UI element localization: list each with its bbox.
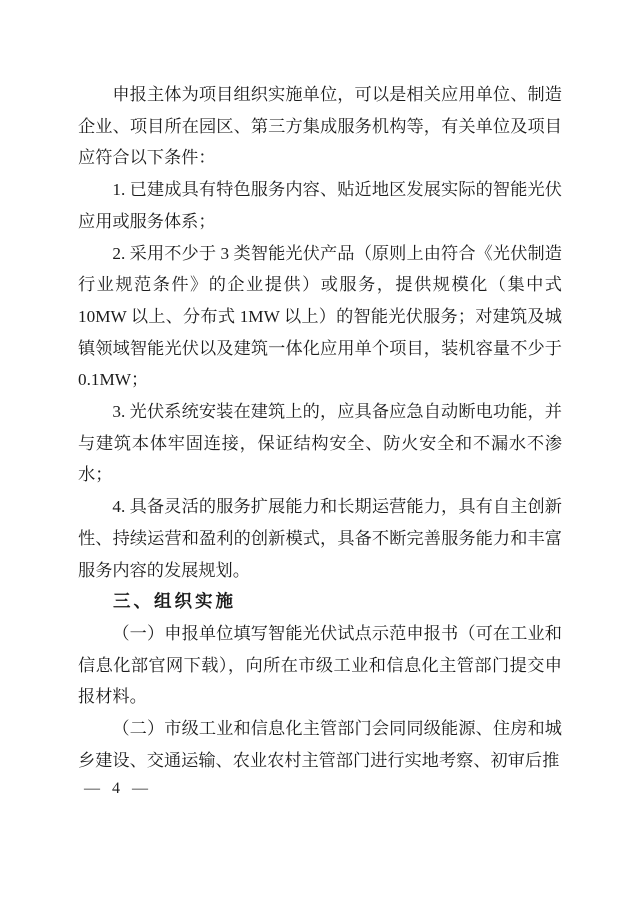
paragraph-condition-4: 4. 具备灵活的服务扩展能力和长期运营能力，具有自主创新性、持续运营和盈利的创新模式，具备不断完善服务能力和丰富服务内容的发展规划。 [78,497,562,580]
document-body [78,79,562,776]
paragraph-step-2: （二）市级工业和信息化主管部门会同同级能源、住房和城乡建设、交通运输、农业农村主管部门进行实地考察、初审后推 [78,719,562,770]
paragraph-step-1: （一）申报单位填写智能光伏试点示范申报书（可在工业和信息化部官网下载），向所在市级工业和信息化主管部门提交申报材料。 [78,623,562,707]
paragraph-condition-2: 2. 采用不少于 3 类智能光伏产品（原则上由符合《光伏制造行业规范条件》的企业提供）或服务，提供规模化（集中式10MW 以上、分布式 1MW 以上）的智能光伏服务；对建筑及城镇领域智能光伏以及建筑一体化应用单个项目，装机容量不少于0.1MW； [78,243,562,390]
paragraph-condition-3: 3. 光伏系统安装在建筑上的，应具备应急自动断电功能，并与建筑本体牢固连接，保证结构安全、防火安全和不漏水不渗水； [78,402,562,485]
paragraph-intro: 申报主体为项目组织实施单位，可以是相关应用单位、制造企业、项目所在园区、第三方集成服务机构等，有关单位及项目应符合以下条件： [78,85,562,168]
section-heading-organization: 三、组织实施 [113,591,236,612]
page-number-footer: — 4 — [84,780,148,797]
paragraph-condition-1: 1. 已建成具有特色服务内容、贴近地区发展实际的智能光伏应用或服务体系； [78,180,562,231]
